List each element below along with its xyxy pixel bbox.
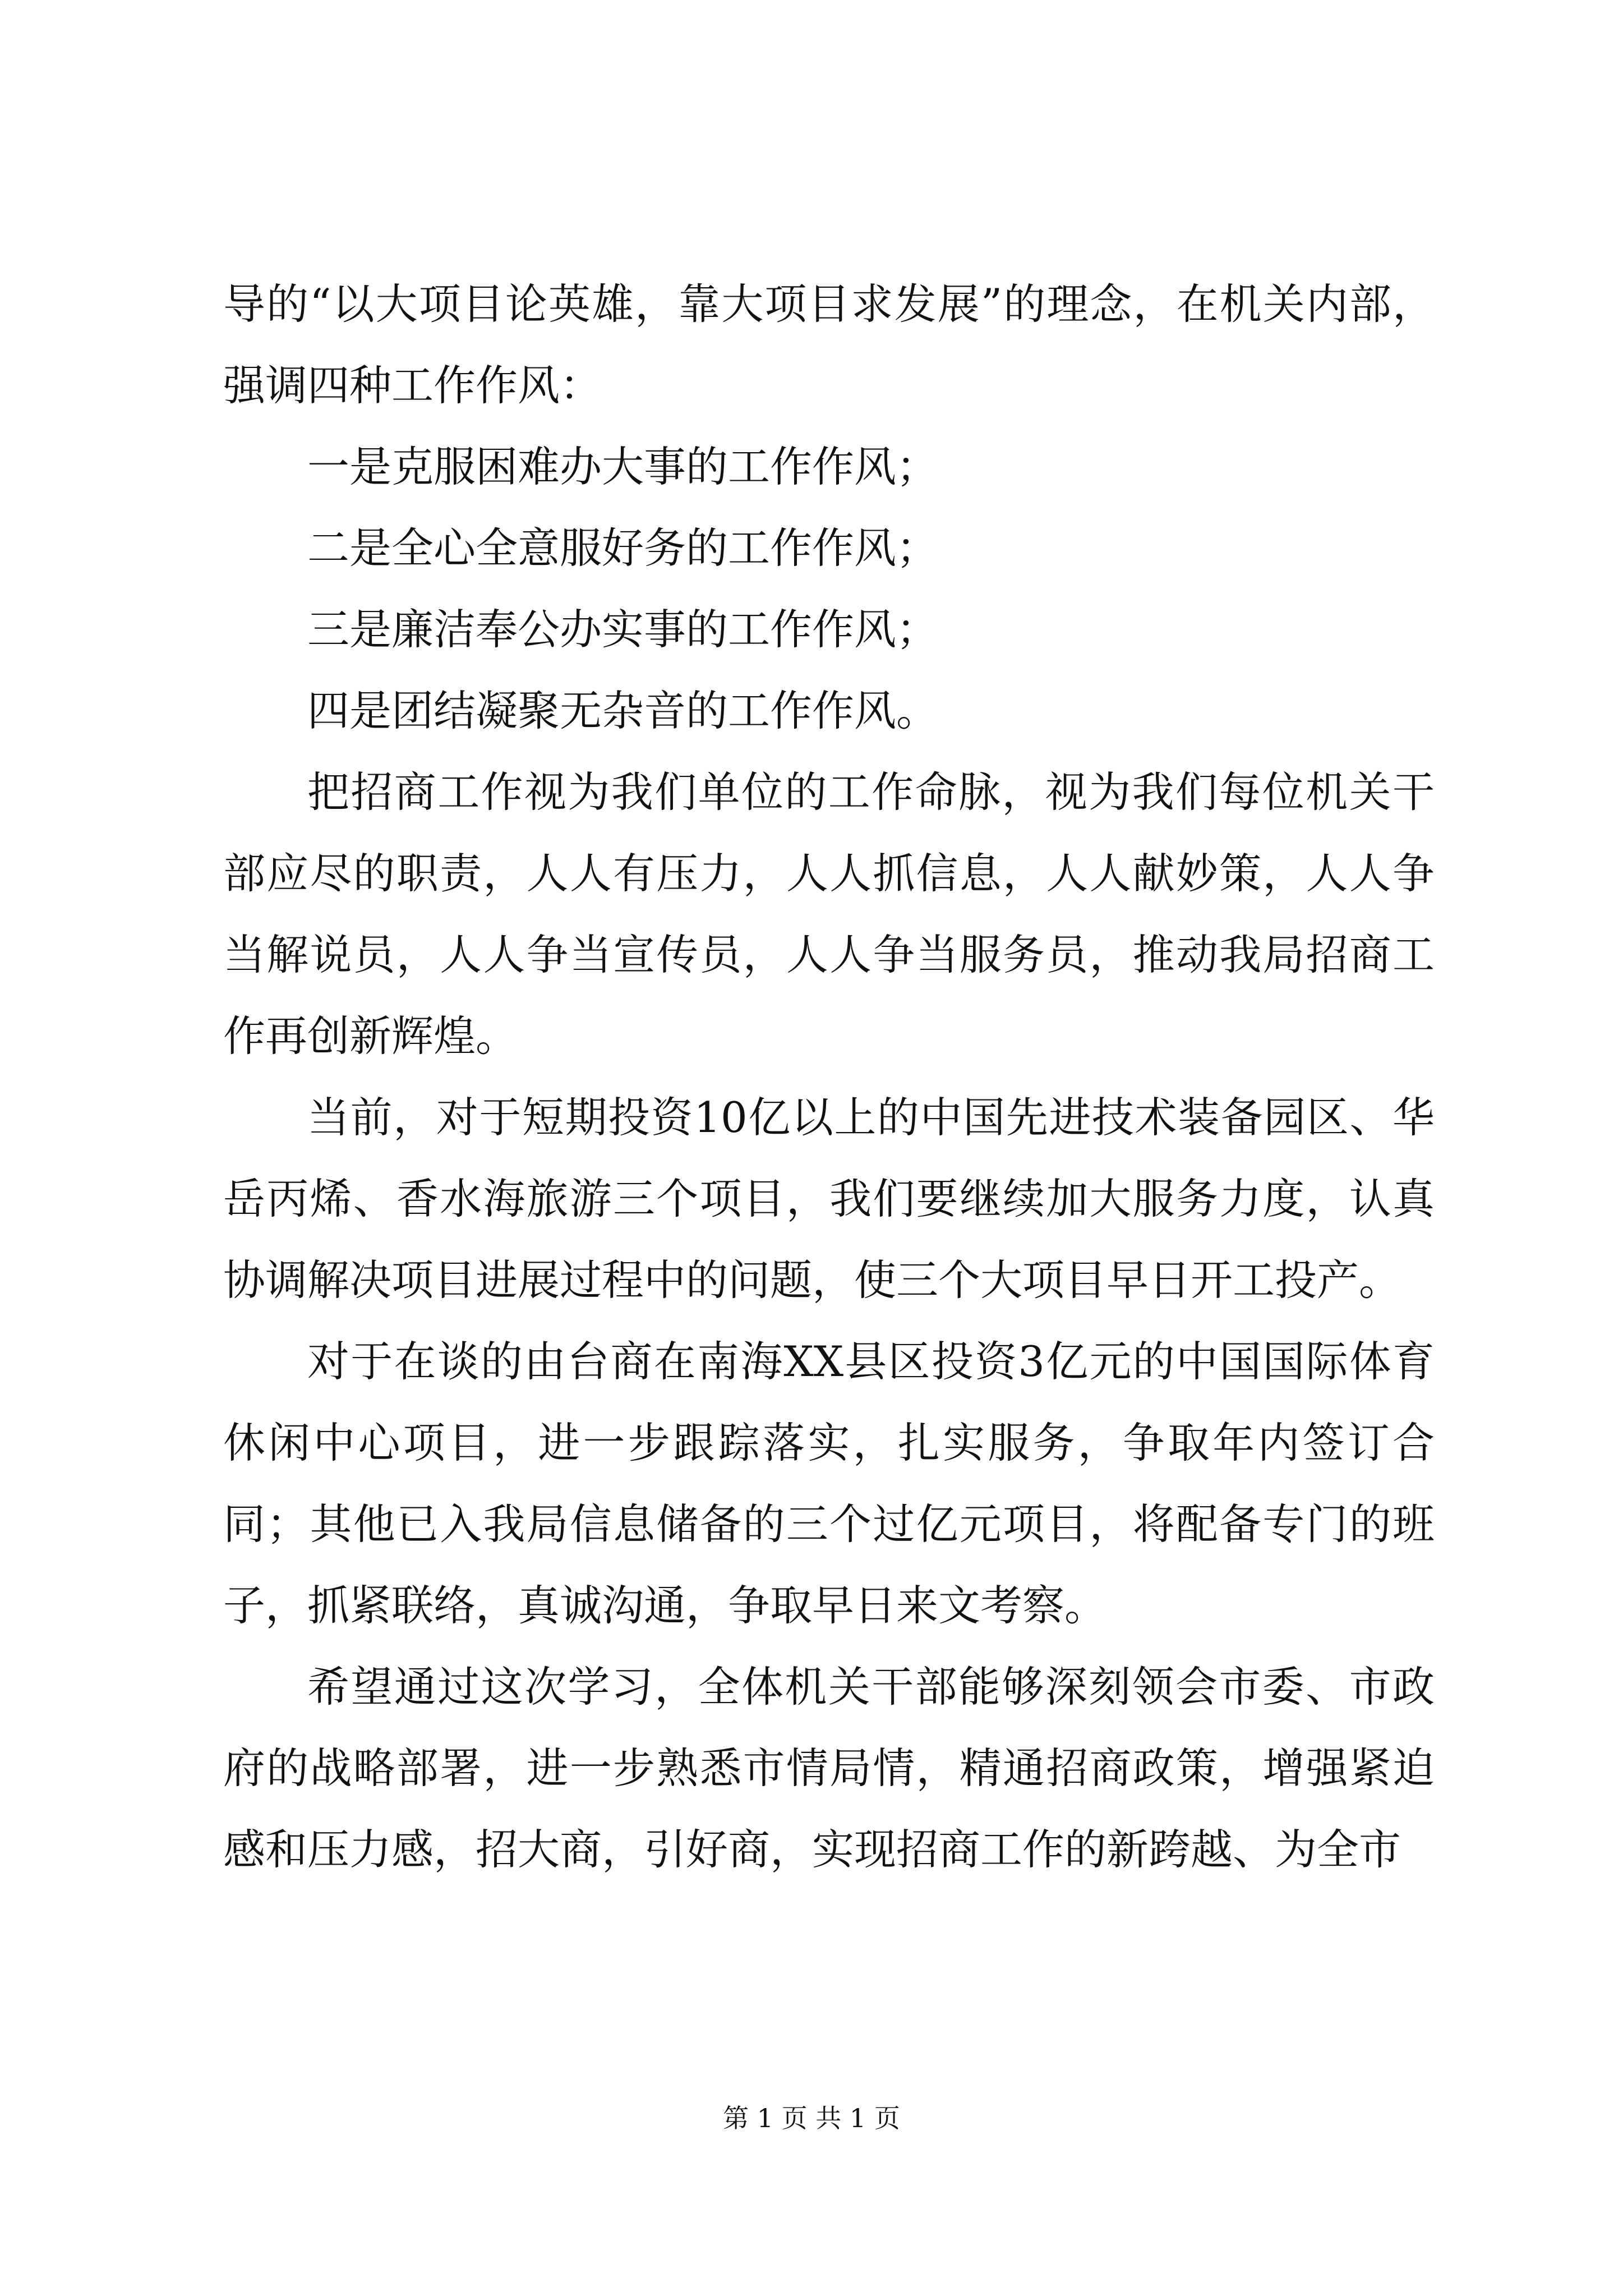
paragraph-style-item-2: 二是全心全意服好务的工作作风；	[307, 523, 939, 573]
paragraph-negotiating-projects: 对于在谈的由台商在南海XX县区投资3亿元的中国国际体育休闲中心项目，进一步跟踪落实，扎实服务，争取年内签订合同；其他已入我局信息储备的三个过亿元项目，将配备专门的班子，抓紧联络，真诚沟通，争取早日来文考察。	[223, 1337, 1435, 1630]
page-number-footer: 第 1 页 共 1 页	[723, 2103, 900, 2133]
paragraph-style-item-4: 四是团结凝聚无杂音的工作作风。	[307, 686, 939, 735]
paragraph-current-projects: 当前，对于短期投资10亿以上的中国先进技术装备园区、华岳丙烯、香水海旅游三个项目，我们要继续加大服务力度，认真协调解决项目进展过程中的问题，使三个大项目早日开工投产。	[223, 1093, 1435, 1305]
document-body	[223, 264, 1435, 1890]
paragraph-style-item-3: 三是廉洁奉公办实事的工作作风；	[307, 605, 939, 654]
paragraph-investment-duty: 把招商工作视为我们单位的工作命脉，视为我们每位机关干部应尽的职责，人人有压力，人人抓信息，人人献妙策，人人争当解说员，人人争当宣传员，人人争当服务员，推动我局招商工作再创新辉煌。	[223, 767, 1435, 1061]
paragraph-style-item-1: 一是克服困难办大事的工作作风；	[307, 442, 939, 491]
paragraph-continuation: 导的“以大项目论英雄，靠大项目求发展”的理念，在机关内部，强调四种工作作风：	[223, 279, 1435, 410]
paragraph-closing-hope: 希望通过这次学习，全体机关干部能够深刻领会市委、市政府的战略部署，进一步熟悉市情局情，精通招商政策，增强紧迫感和压力感，招大商，引好商，实现招商工作的新跨越、为全市	[223, 1662, 1435, 1874]
